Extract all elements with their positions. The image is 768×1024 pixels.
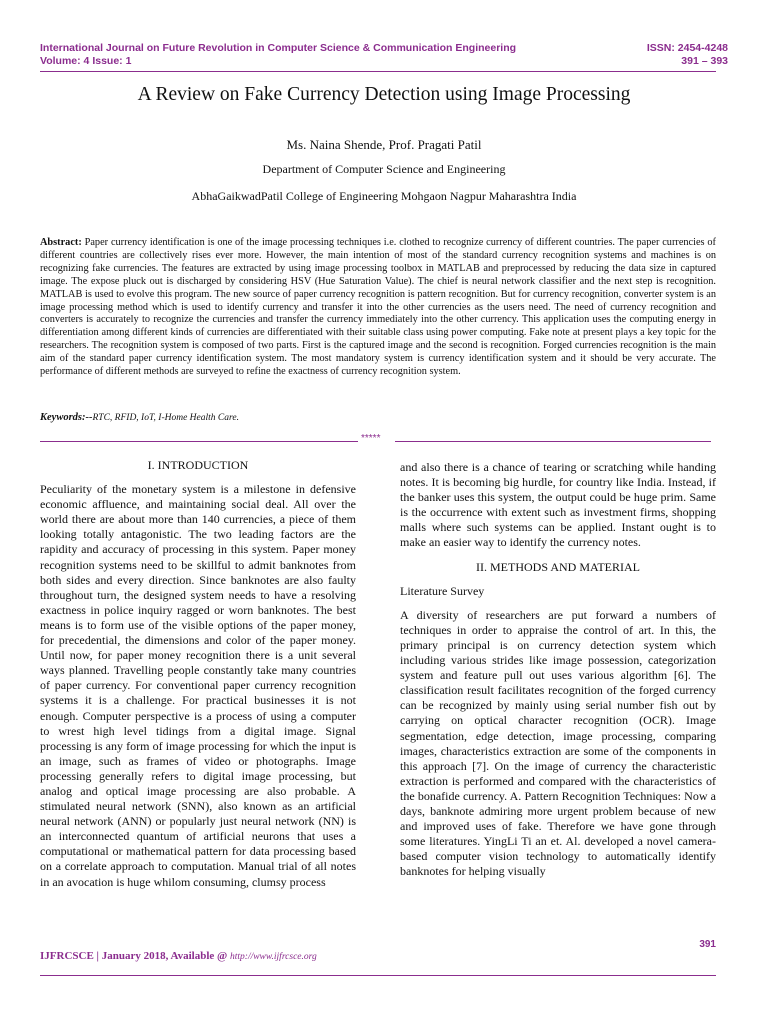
introduction-paragraph: Peculiarity of the monetary system is a milestone in defensive economic affluence, and maintaining social deal. All over the world there are about more than 140 currencies, a piece of them looking totally antagonistic. The two leading factors are the rapidity and accuracy of processing in this system. Paper money recognition systems need to be skillful to admit banknotes from both sides and every direction. Since banknotes are also faulty throughout turn, the designed system needs to have a resolving exactness in police inquiry ragged or worn banknotes. The best means is to form use of the visible options of the paper money, for precedential, the dimensions and color of the paper money. Until now, for paper money recognition there is a unit several ways planned. Travelling people constantly take many countries of paper currency. For conventional paper currency recognition systems it is a challenge. For practical businesses it is not enough. Computer perspective is a process of using a computer to wrest high level tidings from a digital image. Signal processing is any form of image processing for which the input is an image, such as frames of video or photographs. Image processing generally refers to digital image processing, but analog and optical image processing are also probable. A stimulated neural network (SNN), also known as an artificial neural network (ANN) or popularly just neural network (NN) is an interconnected quantum of artificial neurons that uses a computational or mathematical pattern for data processing based on a correlate approach to computation. Manual trial of all notes in an avocation is huge whilom consuming, clumsy process [40,482,356,889]
footer-rule [40,975,716,976]
separator-rule-left [40,441,358,442]
paper-authors: Ms. Naina Shende, Prof. Pragati Patil [286,137,482,152]
footer-link[interactable]: http://www.ijfrcsce.org [230,952,317,962]
page-range: 391 – 393 [681,55,728,67]
issn: ISSN: 2454-4248 [646,42,728,54]
section-heading-introduction: I. INTRODUCTION [147,458,249,472]
journal-name: International Journal on Future Revolution in Computer Science & Communication Engineering [40,42,517,54]
journal-meta [647,42,728,68]
separator-rule-right [395,441,711,442]
keywords-label: Keywords:-- [40,412,93,423]
abstract [40,237,716,379]
keywords-text: RTC, RFID, IoT, I-Home Health Care. [92,413,239,423]
page-number: 391 [699,939,716,950]
abstract-text: Paper currency identification is one of the image processing techniques i.e. clothed to recognize currency of different countries. The paper currencies of different countries are collectively rises ever more. However, the main intention of most of the standard currency recognition systems and machines is on recognizing fake currencies. The features are extracted by using image processing toolbox in MATLAB and preprocessed by reducing the data size in captured image. The expose pluck out is discharged by considering HSV (Hue Saturation Value). The chief is neural network classifier and the next step is recognition. MATLAB is used to evolve this program. The new source of paper currency recognition is pattern recognition. But for currency recognition, converter system is an image processing method which is used to identify currency and transfer it into the other currencies as the users need. The need of currency recognition and converters is accurately to recognize the currencies and transfer the currency immediately into the other currency. This application uses the computing energy in differentiation among different kinds of currencies are differentiated with their suitable class using power computing. Fake note at present plays a key topic for the researchers. The recognition system is composed of two parts. First is the captured image and the second is recognition. Forged currencies recognition is the main aim of the standard paper currency identification system. The most mandatory system is currency identification system and it should be very accurate. The performance of different methods are surveyed to refine the exactness of currency recognition system. [40,237,716,378]
paper-title: A Review on Fake Currency Detection using Image Processing [137,84,631,105]
footer [40,950,317,962]
right-column [400,460,716,888]
header-rule [40,71,716,72]
keywords [40,412,716,423]
left-column [40,458,356,899]
section-heading-methods: II. METHODS AND MATERIAL [476,559,640,574]
journal-header [40,42,516,68]
abstract-label: Abstract: [40,237,82,248]
literature-survey-paragraph: A diversity of researchers are put forward a numbers of techniques in order to appraise the control of art. In this, the primary principal is on currency detection system which including various strides like image possession, categorization system and feature pull out uses various algorithm [6]. The classification result facilitates recognition of the forged currency can be recognized by mainly using serial number fish out by carrying on optical character recognition (OCR). Image segmentation, edge detection, image processing, comparing images, characteristics extraction are some of the components in this approach [7]. On the image of currency the characteristic extraction is performed and compared with the characteristics of the bonafide currency. A. Pattern Recognition Techniques: Now a days, banknote admiring more urgent problem because of new and improved uses of fake. Therefore we have gone through some literatures. YingLi Ti an et. Al. developed a novel camera-based computer vision technology to automatically identify banknotes for helping visually [400,607,716,879]
footer-text: IJFRCSCE | January 2018, Available @ [40,950,230,962]
introduction-continuation: and also there is a chance of tearing or scratching while handing notes. It is becoming big hurdle, for country like India. Instead, if the banker uses this system, the output could be huge prim. Same is the occurrence with extent such as investment firms, shopping malls where such systems can be applied. Instant ought is to make an easier way to identify the currency notes. [400,460,716,550]
subheading-literature-survey: Literature Survey [400,583,485,598]
separator-stars: ***** [361,433,381,444]
journal-volume: Volume: 4 Issue: 1 [40,55,132,67]
department: Department of Computer Science and Engineering [262,162,506,176]
college: AbhaGaikwadPatil College of Engineering Mohgaon Nagpur Maharashtra India [191,189,577,203]
